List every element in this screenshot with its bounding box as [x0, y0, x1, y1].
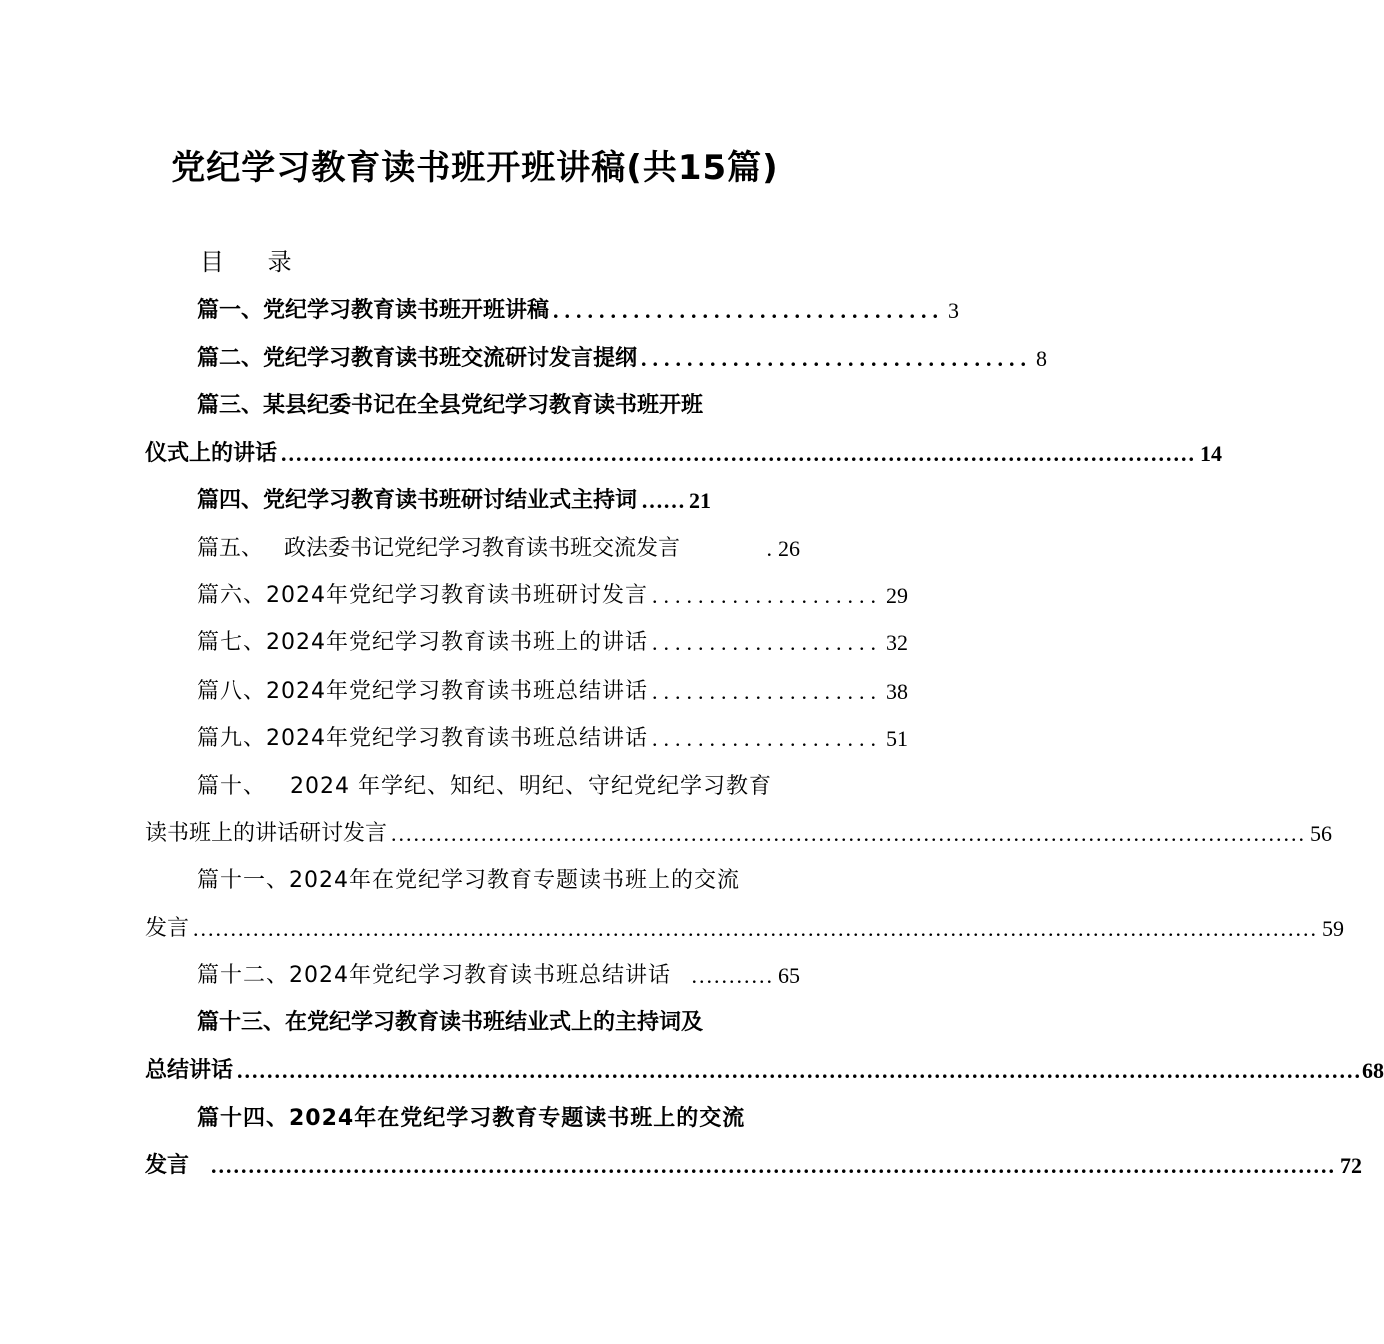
toc-entry-page: 38: [886, 679, 908, 704]
toc-entry-page: 51: [886, 726, 908, 751]
toc-leader-dots: ....................: [652, 630, 882, 655]
toc-entry-8[interactable]: [197, 671, 908, 707]
toc-entry-title: 篇三、某县纪委书记在全县党纪学习教育读书班开班: [197, 393, 704, 418]
toc-entry-page: 56: [1310, 821, 1333, 846]
toc-entry-title: 篇五、 政法委书记党纪学习教育读书班交流发言: [197, 536, 680, 561]
toc-entry-title: 篇十二、2024年党纪学习教育读书班总结讲话: [197, 963, 671, 988]
toc-entry-page: 21: [689, 488, 712, 513]
toc-entry-title: 篇九、2024年党纪学习教育读书班总结讲话: [197, 726, 648, 751]
toc-entry-1[interactable]: [197, 290, 960, 326]
toc-entry-title: 篇十一、2024年在党纪学习教育专题读书班上的交流: [197, 868, 740, 893]
toc-entry-page: 72: [1340, 1153, 1363, 1178]
toc-entry-title-cont: 读书班上的讲话研讨发言: [145, 821, 388, 846]
toc-entry-4[interactable]: [197, 480, 800, 516]
toc-leader-dots: ....................: [652, 726, 882, 751]
toc-leader-dots: .: [766, 536, 774, 561]
toc-entry-page: 3: [948, 298, 960, 323]
toc-entry-title: 篇八、2024年党纪学习教育读书班总结讲话: [197, 679, 648, 704]
toc-entry-title: 篇四、党纪学习教育读书班研讨结业式主持词: [197, 488, 638, 513]
toc-entry-14[interactable]: [197, 1098, 800, 1134]
toc-leader-dots: ...........: [691, 963, 774, 988]
toc-entry-page: 65: [778, 963, 800, 988]
toc-entry-11[interactable]: [197, 860, 800, 896]
toc-entry-title: 篇一、党纪学习教育读书班开班讲稿: [197, 298, 550, 323]
toc-leader-dots: ......................................................................................................................................................: [237, 1058, 1363, 1083]
toc-entry-page: 59: [1322, 916, 1345, 941]
toc-entry-title-cont: 仪式上的讲话: [145, 441, 278, 466]
toc-leader-dots: ..................................: [553, 298, 945, 323]
toc-leader-dots: ......................................................................................................................................................: [211, 1153, 1337, 1178]
toc-leader-dots: ......................................................................................................................................................: [193, 916, 1319, 941]
toc-entry-3-continuation[interactable]: [145, 433, 1223, 469]
toc-entry-page: 26: [778, 536, 800, 561]
toc-entry-title: 篇六、2024年党纪学习教育读书班研讨发言: [197, 583, 648, 608]
toc-entry-page: 32: [886, 630, 908, 655]
toc-entry-title: 篇十四、2024年在党纪学习教育专题读书班上的交流: [197, 1106, 746, 1131]
toc-entry-title: 篇二、党纪学习教育读书班交流研讨发言提纲: [197, 346, 638, 371]
toc-entry-page: 14: [1200, 441, 1223, 466]
toc-leader-dots: ……: [641, 488, 686, 513]
toc-entry-10-continuation[interactable]: [145, 813, 1333, 849]
toc-entry-title: 篇十、 2024 年学纪、知纪、明纪、守纪党纪学习教育: [197, 774, 772, 799]
toc-entry-page: 8: [1036, 346, 1048, 371]
toc-entry-11-continuation[interactable]: [145, 908, 1345, 944]
toc-entry-14-continuation[interactable]: [145, 1145, 1363, 1181]
toc-entry-5[interactable]: [197, 528, 800, 564]
document-title: 党纪学习教育读书班开班讲稿(共15篇): [171, 148, 779, 188]
toc-leader-dots: ..................................: [641, 346, 1033, 371]
toc-entry-7[interactable]: [197, 622, 908, 658]
toc-entry-13[interactable]: [197, 1002, 800, 1038]
toc-heading: 目 录: [200, 248, 310, 276]
toc-entry-2[interactable]: [197, 338, 1048, 374]
toc-entry-title: 篇七、2024年党纪学习教育读书班上的讲话: [197, 630, 648, 655]
toc-entry-12[interactable]: [197, 955, 800, 991]
toc-entry-3[interactable]: [197, 385, 800, 421]
toc-entry-page: 68: [1362, 1058, 1384, 1083]
toc-entry-title-cont: 发言: [145, 1153, 190, 1178]
toc-entry-13-continuation[interactable]: [145, 1050, 1384, 1086]
toc-entry-title: 篇十三、在党纪学习教育读书班结业式上的主持词及: [197, 1010, 704, 1035]
toc-entry-title-cont: 总结讲话: [145, 1058, 234, 1083]
toc-leader-dots: ....................: [652, 583, 882, 608]
toc-entry-6[interactable]: [197, 575, 908, 611]
toc-entry-9[interactable]: [197, 718, 908, 754]
toc-entry-page: 29: [886, 583, 908, 608]
toc-leader-dots: ..........................................................................................................................: [281, 441, 1197, 466]
toc-entry-title-cont: 发言: [145, 916, 190, 941]
toc-leader-dots: ..........................................................................................................................: [391, 821, 1307, 846]
toc-leader-dots: ....................: [652, 679, 882, 704]
toc-entry-10[interactable]: [197, 766, 800, 802]
